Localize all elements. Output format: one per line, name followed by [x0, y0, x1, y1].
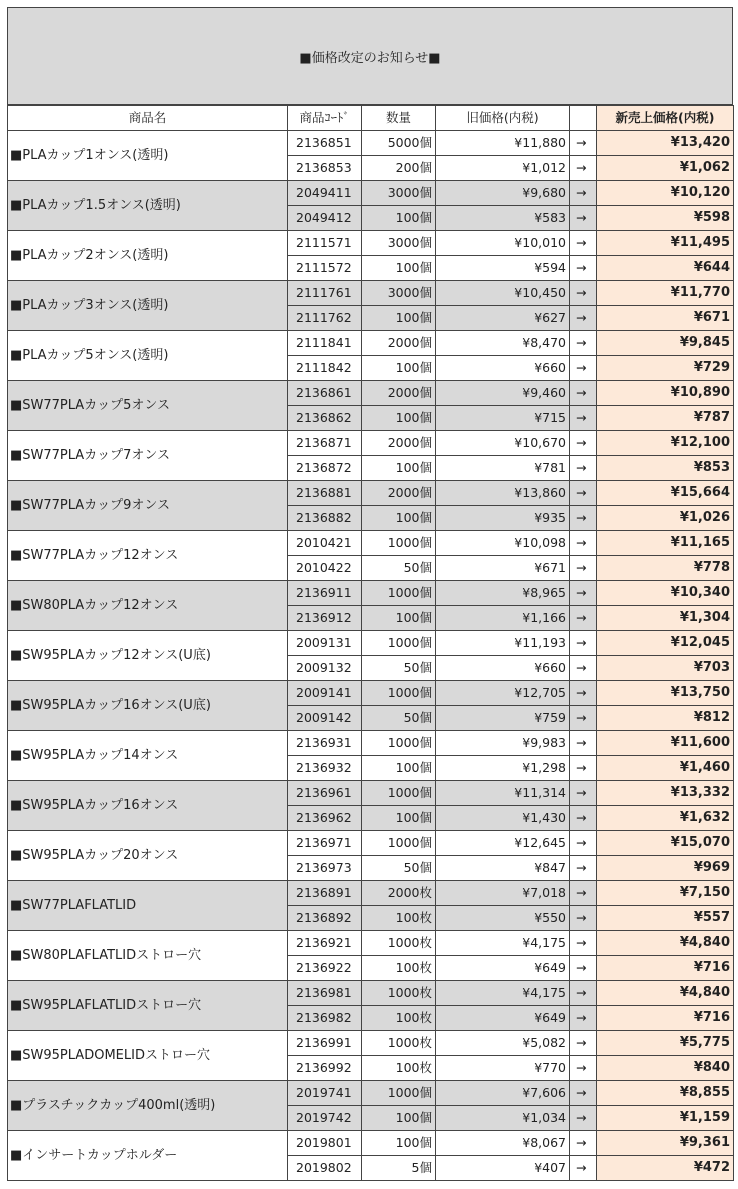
- new-price: ¥12,045: [597, 631, 734, 656]
- product-code: 2019802: [288, 1156, 362, 1181]
- new-price: ¥840: [597, 1056, 734, 1081]
- quantity: 50個: [362, 856, 436, 881]
- new-price: ¥10,890: [597, 381, 734, 406]
- old-price: ¥11,193: [436, 631, 570, 656]
- arrow-icon: →: [570, 1031, 597, 1056]
- header-quantity: 数量: [362, 106, 436, 131]
- quantity: 100個: [362, 456, 436, 481]
- old-price: ¥583: [436, 206, 570, 231]
- quantity: 1000個: [362, 631, 436, 656]
- arrow-icon: →: [570, 156, 597, 181]
- arrow-icon: →: [570, 756, 597, 781]
- product-name: ■SW95PLAカップ14オンス: [8, 731, 288, 781]
- quantity: 100個: [362, 1131, 436, 1156]
- old-price: ¥1,012: [436, 156, 570, 181]
- table-row: [8, 281, 734, 306]
- quantity: 2000個: [362, 481, 436, 506]
- quantity: 50個: [362, 556, 436, 581]
- quantity: 1000個: [362, 831, 436, 856]
- quantity: 50個: [362, 656, 436, 681]
- old-price: ¥12,645: [436, 831, 570, 856]
- quantity: 100枚: [362, 956, 436, 981]
- table-row: [8, 231, 734, 256]
- notice-title: ■価格改定のお知らせ■: [7, 7, 733, 105]
- arrow-icon: →: [570, 356, 597, 381]
- product-code: 2136882: [288, 506, 362, 531]
- arrow-icon: →: [570, 406, 597, 431]
- arrow-icon: →: [570, 631, 597, 656]
- arrow-icon: →: [570, 656, 597, 681]
- header-product-name: 商品名: [8, 106, 288, 131]
- arrow-icon: →: [570, 181, 597, 206]
- old-price: ¥1,298: [436, 756, 570, 781]
- quantity: 100個: [362, 206, 436, 231]
- product-code: 2136892: [288, 906, 362, 931]
- arrow-icon: →: [570, 806, 597, 831]
- product-name: ■SW95PLAカップ20オンス: [8, 831, 288, 881]
- new-price: ¥12,100: [597, 431, 734, 456]
- old-price: ¥671: [436, 556, 570, 581]
- old-price: ¥4,175: [436, 931, 570, 956]
- product-code: 2136981: [288, 981, 362, 1006]
- product-code: 2136932: [288, 756, 362, 781]
- arrow-icon: →: [570, 256, 597, 281]
- product-name: ■SW80PLAカップ12オンス: [8, 581, 288, 631]
- quantity: 5000個: [362, 131, 436, 156]
- table-row: [8, 681, 734, 706]
- quantity: 1000個: [362, 1081, 436, 1106]
- product-name: ■PLAカップ1.5オンス(透明): [8, 181, 288, 231]
- product-name: ■SW95PLAFLATLIDストロー穴: [8, 981, 288, 1031]
- old-price: ¥5,082: [436, 1031, 570, 1056]
- old-price: ¥9,983: [436, 731, 570, 756]
- new-price: ¥11,770: [597, 281, 734, 306]
- old-price: ¥10,450: [436, 281, 570, 306]
- old-price: ¥1,034: [436, 1106, 570, 1131]
- old-price: ¥649: [436, 1006, 570, 1031]
- product-name: ■SW80PLAFLATLIDストロー穴: [8, 931, 288, 981]
- table-row: [8, 181, 734, 206]
- product-code: 2136912: [288, 606, 362, 631]
- new-price: ¥10,120: [597, 181, 734, 206]
- old-price: ¥1,166: [436, 606, 570, 631]
- product-name: ■SW77PLAカップ12オンス: [8, 531, 288, 581]
- new-price: ¥812: [597, 706, 734, 731]
- table-row: [8, 381, 734, 406]
- header-row: [8, 106, 734, 131]
- product-code: 2136881: [288, 481, 362, 506]
- new-price: ¥11,165: [597, 531, 734, 556]
- new-price: ¥472: [597, 1156, 734, 1181]
- quantity: 1000個: [362, 781, 436, 806]
- arrow-icon: →: [570, 1006, 597, 1031]
- product-code: 2009132: [288, 656, 362, 681]
- new-price: ¥716: [597, 1006, 734, 1031]
- arrow-icon: →: [570, 931, 597, 956]
- new-price: ¥13,750: [597, 681, 734, 706]
- header-product-code: 商品ｺｰﾄﾞ: [288, 106, 362, 131]
- arrow-icon: →: [570, 381, 597, 406]
- new-price: ¥13,332: [597, 781, 734, 806]
- product-code: 2019742: [288, 1106, 362, 1131]
- quantity: 100枚: [362, 1056, 436, 1081]
- new-price: ¥1,026: [597, 506, 734, 531]
- product-code: 2136911: [288, 581, 362, 606]
- product-code: 2136991: [288, 1031, 362, 1056]
- old-price: ¥11,314: [436, 781, 570, 806]
- table-row: [8, 531, 734, 556]
- new-price: ¥15,664: [597, 481, 734, 506]
- arrow-icon: →: [570, 981, 597, 1006]
- new-price: ¥787: [597, 406, 734, 431]
- product-name: ■SW77PLAカップ9オンス: [8, 481, 288, 531]
- product-code: 2010422: [288, 556, 362, 581]
- old-price: ¥627: [436, 306, 570, 331]
- product-code: 2136973: [288, 856, 362, 881]
- table-row: [8, 1131, 734, 1156]
- new-price: ¥969: [597, 856, 734, 881]
- product-name: ■プラスチックカップ400ml(透明): [8, 1081, 288, 1131]
- arrow-icon: →: [570, 906, 597, 931]
- quantity: 100枚: [362, 1006, 436, 1031]
- old-price: ¥10,010: [436, 231, 570, 256]
- arrow-icon: →: [570, 431, 597, 456]
- old-price: ¥1,430: [436, 806, 570, 831]
- header-old-price: 旧価格(内税): [436, 106, 570, 131]
- arrow-icon: →: [570, 1131, 597, 1156]
- quantity: 1000個: [362, 581, 436, 606]
- old-price: ¥781: [436, 456, 570, 481]
- price-sheet: [7, 7, 733, 1181]
- new-price: ¥11,600: [597, 731, 734, 756]
- product-name: ■SW95PLAカップ12オンス(U底): [8, 631, 288, 681]
- table-row: [8, 731, 734, 756]
- product-name: ■PLAカップ2オンス(透明): [8, 231, 288, 281]
- arrow-icon: →: [570, 706, 597, 731]
- new-price: ¥4,840: [597, 931, 734, 956]
- table-row: [8, 881, 734, 906]
- quantity: 5個: [362, 1156, 436, 1181]
- product-name: ■PLAカップ5オンス(透明): [8, 331, 288, 381]
- quantity: 100個: [362, 756, 436, 781]
- new-price: ¥9,845: [597, 331, 734, 356]
- arrow-icon: →: [570, 881, 597, 906]
- product-code: 2111842: [288, 356, 362, 381]
- arrow-icon: →: [570, 581, 597, 606]
- quantity: 2000枚: [362, 881, 436, 906]
- product-code: 2136861: [288, 381, 362, 406]
- new-price: ¥703: [597, 656, 734, 681]
- arrow-icon: →: [570, 281, 597, 306]
- new-price: ¥8,855: [597, 1081, 734, 1106]
- product-code: 2111571: [288, 231, 362, 256]
- old-price: ¥11,880: [436, 131, 570, 156]
- product-code: 2136891: [288, 881, 362, 906]
- quantity: 1000個: [362, 681, 436, 706]
- new-price: ¥4,840: [597, 981, 734, 1006]
- product-name: ■SW77PLAFLATLID: [8, 881, 288, 931]
- new-price: ¥557: [597, 906, 734, 931]
- new-price: ¥13,420: [597, 131, 734, 156]
- product-code: 2049411: [288, 181, 362, 206]
- arrow-icon: →: [570, 231, 597, 256]
- product-code: 2136992: [288, 1056, 362, 1081]
- product-code: 2009131: [288, 631, 362, 656]
- table-row: [8, 331, 734, 356]
- old-price: ¥7,606: [436, 1081, 570, 1106]
- new-price: ¥1,159: [597, 1106, 734, 1131]
- new-price: ¥1,062: [597, 156, 734, 181]
- old-price: ¥770: [436, 1056, 570, 1081]
- arrow-icon: →: [570, 306, 597, 331]
- product-code: 2136871: [288, 431, 362, 456]
- product-name: ■PLAカップ1オンス(透明): [8, 131, 288, 181]
- quantity: 3000個: [362, 281, 436, 306]
- table-row: [8, 781, 734, 806]
- quantity: 1000枚: [362, 981, 436, 1006]
- arrow-icon: →: [570, 681, 597, 706]
- new-price: ¥1,460: [597, 756, 734, 781]
- price-table: [7, 105, 734, 1181]
- new-price: ¥853: [597, 456, 734, 481]
- product-code: 2111761: [288, 281, 362, 306]
- old-price: ¥4,175: [436, 981, 570, 1006]
- product-code: 2136872: [288, 456, 362, 481]
- product-name: ■SW95PLAカップ16オンス: [8, 781, 288, 831]
- quantity: 3000個: [362, 231, 436, 256]
- quantity: 200個: [362, 156, 436, 181]
- product-code: 2136851: [288, 131, 362, 156]
- product-name: ■SW77PLAカップ7オンス: [8, 431, 288, 481]
- quantity: 2000個: [362, 431, 436, 456]
- new-price: ¥11,495: [597, 231, 734, 256]
- table-row: [8, 1081, 734, 1106]
- product-code: 2009141: [288, 681, 362, 706]
- table-row: [8, 581, 734, 606]
- product-code: 2136922: [288, 956, 362, 981]
- product-code: 2009142: [288, 706, 362, 731]
- quantity: 100個: [362, 606, 436, 631]
- old-price: ¥8,965: [436, 581, 570, 606]
- quantity: 100個: [362, 356, 436, 381]
- table-row: [8, 981, 734, 1006]
- product-code: 2111572: [288, 256, 362, 281]
- product-code: 2136853: [288, 156, 362, 181]
- old-price: ¥7,018: [436, 881, 570, 906]
- product-code: 2010421: [288, 531, 362, 556]
- new-price: ¥778: [597, 556, 734, 581]
- old-price: ¥9,460: [436, 381, 570, 406]
- arrow-icon: →: [570, 956, 597, 981]
- new-price: ¥15,070: [597, 831, 734, 856]
- arrow-icon: →: [570, 781, 597, 806]
- arrow-icon: →: [570, 1106, 597, 1131]
- old-price: ¥847: [436, 856, 570, 881]
- old-price: ¥759: [436, 706, 570, 731]
- product-code: 2136931: [288, 731, 362, 756]
- quantity: 2000個: [362, 381, 436, 406]
- old-price: ¥935: [436, 506, 570, 531]
- old-price: ¥715: [436, 406, 570, 431]
- old-price: ¥407: [436, 1156, 570, 1181]
- old-price: ¥550: [436, 906, 570, 931]
- table-row: [8, 131, 734, 156]
- product-code: 2136921: [288, 931, 362, 956]
- new-price: ¥671: [597, 306, 734, 331]
- quantity: 100個: [362, 506, 436, 531]
- product-name: ■SW95PLAカップ16オンス(U底): [8, 681, 288, 731]
- quantity: 100枚: [362, 906, 436, 931]
- quantity: 100個: [362, 1106, 436, 1131]
- new-price: ¥1,632: [597, 806, 734, 831]
- arrow-icon: →: [570, 206, 597, 231]
- new-price: ¥598: [597, 206, 734, 231]
- table-row: [8, 481, 734, 506]
- table-row: [8, 631, 734, 656]
- quantity: 50個: [362, 706, 436, 731]
- product-code: 2136962: [288, 806, 362, 831]
- arrow-icon: →: [570, 531, 597, 556]
- old-price: ¥660: [436, 656, 570, 681]
- product-code: 2019741: [288, 1081, 362, 1106]
- quantity: 2000個: [362, 331, 436, 356]
- arrow-icon: →: [570, 831, 597, 856]
- new-price: ¥9,361: [597, 1131, 734, 1156]
- old-price: ¥649: [436, 956, 570, 981]
- table-row: [8, 431, 734, 456]
- product-code: 2111841: [288, 331, 362, 356]
- arrow-icon: →: [570, 131, 597, 156]
- product-code: 2136971: [288, 831, 362, 856]
- new-price: ¥5,775: [597, 1031, 734, 1056]
- arrow-icon: →: [570, 456, 597, 481]
- quantity: 3000個: [362, 181, 436, 206]
- arrow-icon: →: [570, 731, 597, 756]
- quantity: 100個: [362, 306, 436, 331]
- quantity: 100個: [362, 406, 436, 431]
- quantity: 1000枚: [362, 931, 436, 956]
- header-new-price: 新売上価格(内税): [597, 106, 734, 131]
- old-price: ¥8,470: [436, 331, 570, 356]
- table-row: [8, 831, 734, 856]
- table-row: [8, 1031, 734, 1056]
- old-price: ¥8,067: [436, 1131, 570, 1156]
- product-name: ■インサートカップホルダー: [8, 1131, 288, 1181]
- arrow-icon: →: [570, 1056, 597, 1081]
- arrow-icon: →: [570, 606, 597, 631]
- new-price: ¥729: [597, 356, 734, 381]
- arrow-icon: →: [570, 856, 597, 881]
- table-row: [8, 931, 734, 956]
- old-price: ¥10,670: [436, 431, 570, 456]
- new-price: ¥7,150: [597, 881, 734, 906]
- quantity: 100個: [362, 256, 436, 281]
- product-code: 2111762: [288, 306, 362, 331]
- product-code: 2049412: [288, 206, 362, 231]
- new-price: ¥1,304: [597, 606, 734, 631]
- price-table-body: [8, 131, 734, 1181]
- arrow-icon: →: [570, 331, 597, 356]
- old-price: ¥594: [436, 256, 570, 281]
- old-price: ¥10,098: [436, 531, 570, 556]
- quantity: 1000個: [362, 531, 436, 556]
- quantity: 1000枚: [362, 1031, 436, 1056]
- arrow-icon: →: [570, 506, 597, 531]
- old-price: ¥9,680: [436, 181, 570, 206]
- quantity: 100個: [362, 806, 436, 831]
- product-name: ■PLAカップ3オンス(透明): [8, 281, 288, 331]
- product-code: 2136862: [288, 406, 362, 431]
- header-arrow: [570, 106, 597, 131]
- quantity: 1000個: [362, 731, 436, 756]
- new-price: ¥644: [597, 256, 734, 281]
- product-code: 2019801: [288, 1131, 362, 1156]
- product-code: 2136961: [288, 781, 362, 806]
- arrow-icon: →: [570, 1156, 597, 1181]
- product-name: ■SW95PLADOMELIDストロー穴: [8, 1031, 288, 1081]
- arrow-icon: →: [570, 556, 597, 581]
- old-price: ¥13,860: [436, 481, 570, 506]
- new-price: ¥716: [597, 956, 734, 981]
- old-price: ¥12,705: [436, 681, 570, 706]
- new-price: ¥10,340: [597, 581, 734, 606]
- arrow-icon: →: [570, 1081, 597, 1106]
- arrow-icon: →: [570, 481, 597, 506]
- product-code: 2136982: [288, 1006, 362, 1031]
- old-price: ¥660: [436, 356, 570, 381]
- product-name: ■SW77PLAカップ5オンス: [8, 381, 288, 431]
